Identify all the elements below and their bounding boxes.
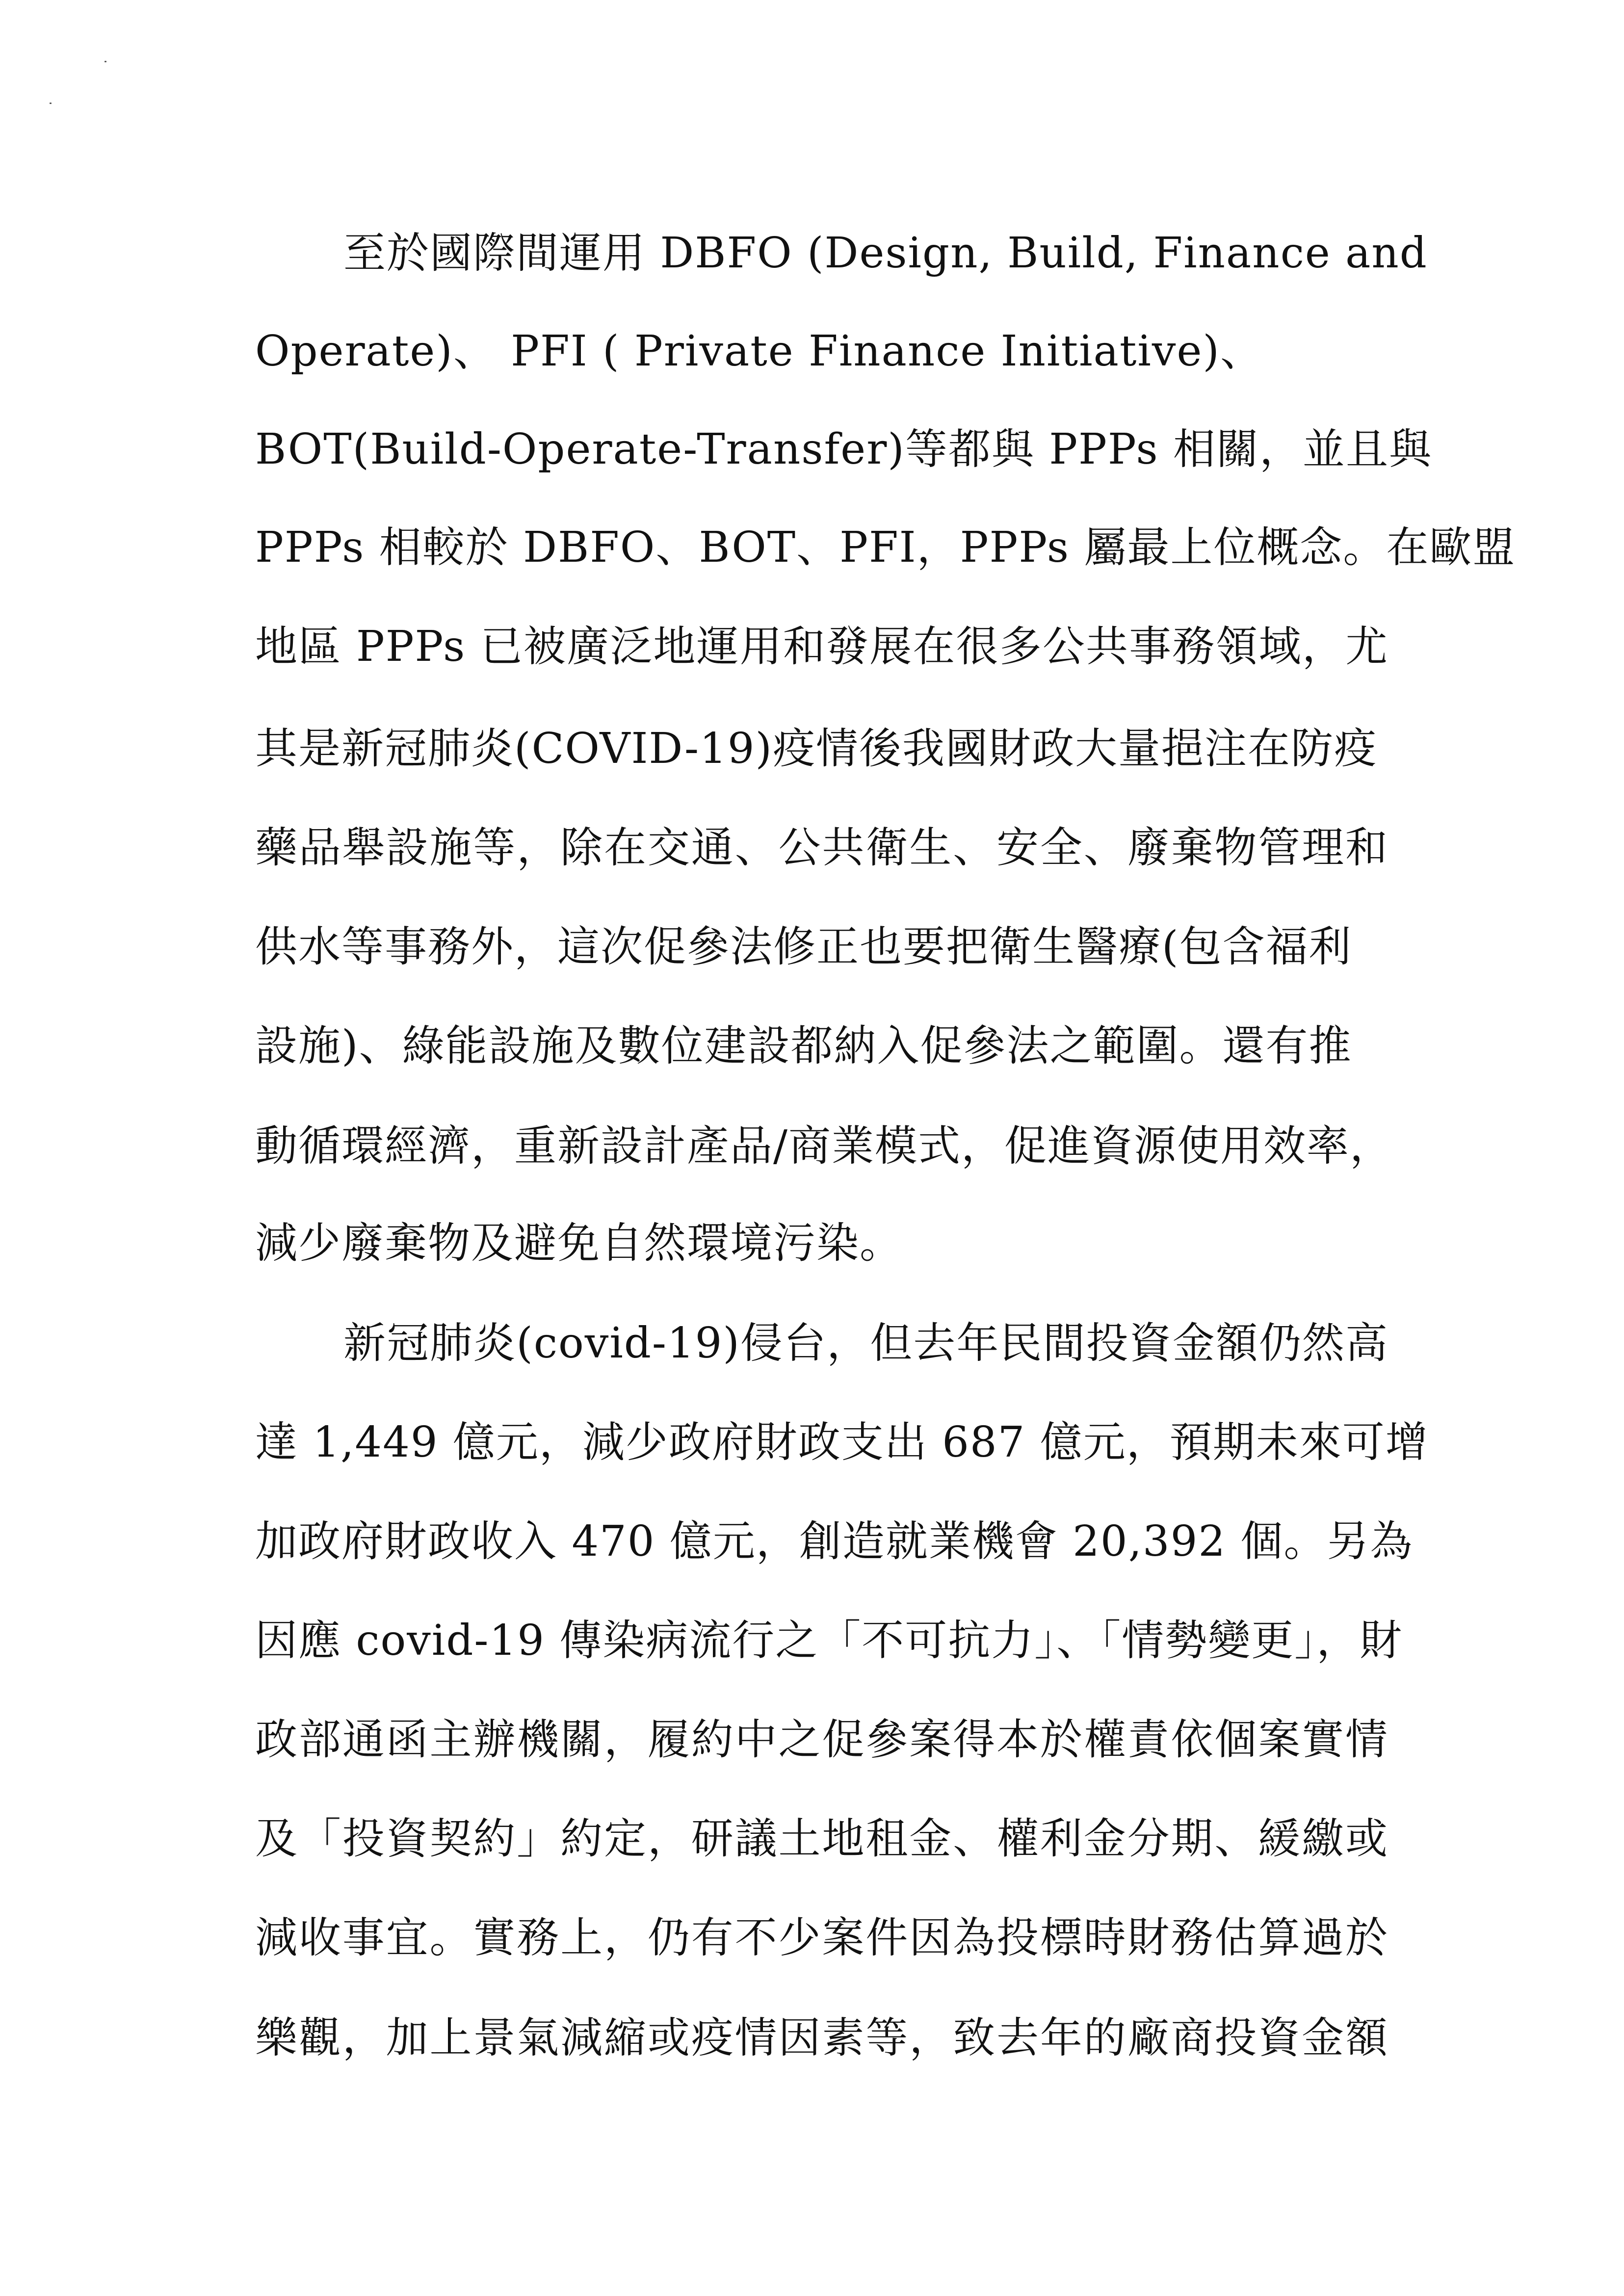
text-line: 減收事宜。實務上，仍有不少案件因為投標時財務估算過於 [255,1913,1388,1962]
text-line: 藥品舉設施等，除在交通、公共衛生、安全、廢棄物管理和 [255,823,1388,872]
text-line: 設施)、綠能設施及數位建設都納入促參法之範圍。還有推 [255,1021,1352,1070]
text-line: 至於國際間運用 DBFO (Design, Build, Finance and [343,229,1428,278]
text-line: Operate)、 PFI ( Private Finance Initiative)、 [255,327,1263,376]
text-line: 達 1,449 億元，減少政府財政支出 687 億元，預期未來可增 [255,1418,1429,1467]
text-line: 因應 covid-19 傳染病流行之「不可抗力」、「情勢變更」，財 [255,1616,1403,1665]
text-line: 加政府財政收入 470 億元，創造就業機會 20,392 個。另為 [255,1517,1414,1566]
text-line: 供水等事務外，這次促參法修正也要把衛生醫療(包含福利 [255,922,1352,971]
text-line: 新冠肺炎(covid-19)侵台，但去年民間投資金額仍然高 [343,1319,1388,1368]
scan-speck [50,103,52,104]
text-line: 其是新冠肺炎(COVID-19)疫情後我國財政大量挹注在防疫 [255,724,1378,773]
text-line: BOT(Build-Operate-Transfer)等都與 PPPs 相關，並且與 [255,425,1432,474]
text-line: 動循環經濟，重新設計產品/商業模式，促進資源使用效率， [255,1122,1393,1171]
text-line: 樂觀，加上景氣減縮或疫情因素等，致去年的廠商投資金額 [255,2013,1388,2062]
scan-speck [105,61,106,62]
text-line: 減少廢棄物及避免自然環境污染。 [255,1219,903,1268]
text-line: 地區 PPPs 已被廣泛地運用和發展在很多公共事務領域，尤 [255,622,1388,671]
text-line: PPPs 相較於 DBFO、BOT、PFI，PPPs 屬最上位概念。在歐盟 [255,523,1516,572]
text-line: 政部通函主辦機關，履約中之促參案得本於權責依個案實情 [255,1715,1388,1764]
text-line: 及「投資契約」約定，研議土地租金、權利金分期、緩繳或 [255,1814,1388,1863]
